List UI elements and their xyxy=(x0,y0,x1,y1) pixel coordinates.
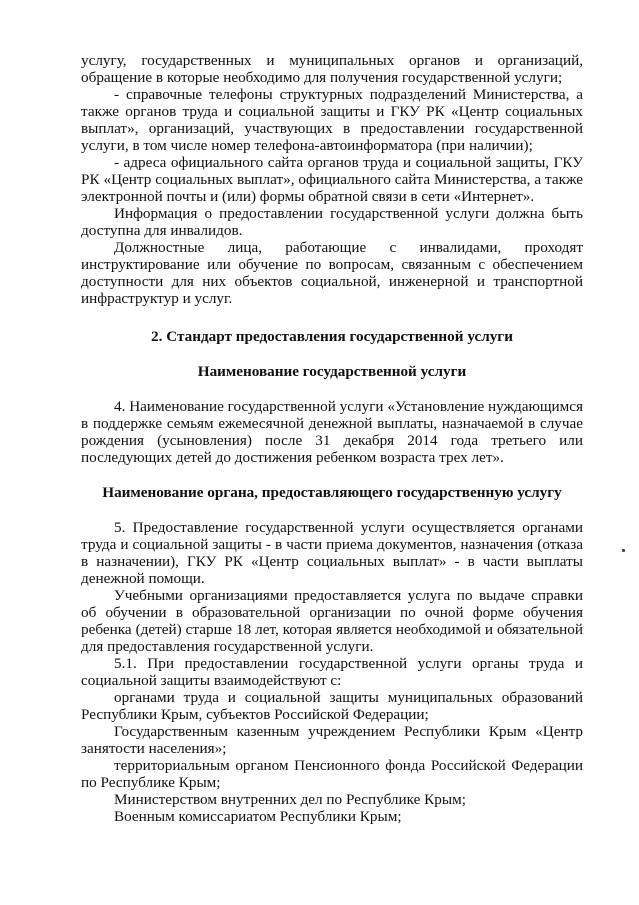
paragraph-4: 4. Наименование государственной услуги «Установление нуждающимся в поддержке семьям ежемесячной денежной выплаты, назначаемой в случае рождения (усыновления) после 31 декабря 2014 года третьего или последующих детей до достижения ребенком возраста трех лет». xyxy=(81,398,583,466)
list-item: Государственным казенным учреждением Республики Крым «Центр занятости населения»; xyxy=(81,723,583,757)
paragraph-5: 5. Предоставление государственной услуги осуществляется органами труда и социальной защиты - в части приема документов, назначения (отказа в назначении), ГКУ РК «Центр социальных выплат» - в части выплаты денежной помощи. xyxy=(81,519,583,587)
document-body xyxy=(81,52,583,825)
list-item: территориальным органом Пенсионного фонда Российской Федерации по Республике Крым; xyxy=(81,757,583,791)
paragraph-officials: Должностные лица, работающие с инвалидами, проходят инструктирование или обучение по вопросам, связанным с обеспечением доступности для них объектов социальной, инженерной и транспортной инфраструктур и услуг. xyxy=(81,239,583,307)
list-item: Военным комиссариатом Республики Крым; xyxy=(114,808,402,825)
subheading-service-name: Наименование государственной услуги xyxy=(197,363,467,380)
section-title: 2. Стандарт предоставления государственной услуги xyxy=(151,328,513,345)
list-item: Министерством внутренних дел по Республике Крым; xyxy=(114,791,466,808)
subheading-organ: Наименование органа, предоставляющего государственную услугу xyxy=(102,484,562,501)
scan-speck xyxy=(622,549,625,552)
list-item: органами труда и социальной защиты муниципальных образований Республики Крым, субъектов Российской Федерации; xyxy=(81,689,583,723)
paragraph-phones: - справочные телефоны структурных подразделений Министерства, а также органов труда и социальной защиты и ГКУ РК «Центр социальных выплат», организаций, участвующих в предоставлении государственной услуги, в том числе номер телефона-автоинформатора (при наличии); xyxy=(81,86,583,154)
paragraph-5-1: 5.1. При предоставлении государственной услуги органы труда и социальной защиты взаимодействуют с: xyxy=(81,655,583,689)
paragraph-accessibility: Информация о предоставлении государственной услуги должна быть доступна для инвалидов. xyxy=(81,205,583,239)
paragraph-websites: - адреса официального сайта органов труда и социальной защиты, ГКУ РК «Центр социальных выплат», официального сайта Министерства, а также электронной почты и (или) формы обратной связи в сети «Интернет». xyxy=(81,154,583,205)
paragraph-educational: Учебными организациями предоставляется услуга по выдаче справки об обучении в образовательной организации по очной форме обучения ребенка (детей) старше 18 лет, которая является необходимой и обязательной для предоставления государственной услуги. xyxy=(81,587,583,655)
paragraph-continuation: услугу, государственных и муниципальных органов и организаций, обращение в которые необходимо для получения государственной услуги; xyxy=(81,52,583,86)
